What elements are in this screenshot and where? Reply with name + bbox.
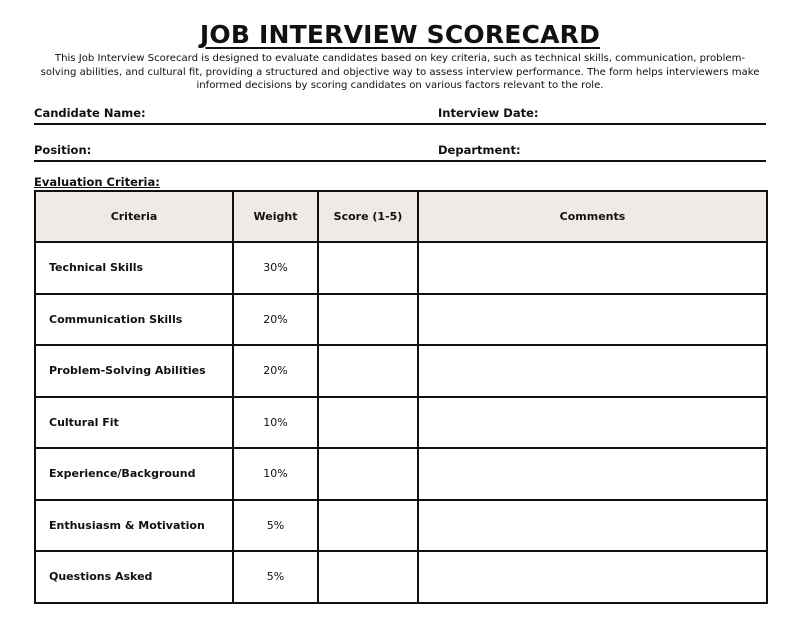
evaluation-criteria-heading: Evaluation Criteria: (34, 175, 160, 189)
header-weight: Weight (233, 191, 318, 242)
criteria-cell: Communication Skills (35, 294, 233, 346)
comments-cell[interactable] (418, 397, 767, 449)
weight-cell: 10% (233, 448, 318, 500)
score-cell[interactable] (318, 397, 418, 449)
position-field[interactable] (34, 140, 438, 162)
interview-date-field[interactable] (438, 103, 766, 125)
interview-date-label: Interview Date: (438, 106, 539, 120)
comments-cell[interactable] (418, 551, 767, 603)
weight-cell: 20% (233, 294, 318, 346)
score-cell[interactable] (318, 345, 418, 397)
evaluation-table (34, 190, 768, 604)
page-title: JOB INTERVIEW SCORECARD (199, 20, 601, 49)
score-cell[interactable] (318, 242, 418, 294)
table-row (35, 294, 767, 346)
comments-cell[interactable] (418, 345, 767, 397)
weight-cell: 5% (233, 500, 318, 552)
criteria-cell: Questions Asked (35, 551, 233, 603)
header-comments: Comments (418, 191, 767, 242)
criteria-cell: Cultural Fit (35, 397, 233, 449)
comments-cell[interactable] (418, 242, 767, 294)
criteria-cell: Technical Skills (35, 242, 233, 294)
comments-cell[interactable] (418, 294, 767, 346)
table-row (35, 397, 767, 449)
score-cell[interactable] (318, 448, 418, 500)
table-row (35, 345, 767, 397)
table-row (35, 242, 767, 294)
weight-cell: 5% (233, 551, 318, 603)
table-header-row (35, 191, 767, 242)
table-row (35, 551, 767, 603)
criteria-cell: Enthusiasm & Motivation (35, 500, 233, 552)
table-row (35, 500, 767, 552)
criteria-cell: Experience/Background (35, 448, 233, 500)
position-label: Position: (34, 143, 92, 157)
weight-cell: 20% (233, 345, 318, 397)
header-criteria: Criteria (35, 191, 233, 242)
score-cell[interactable] (318, 500, 418, 552)
weight-cell: 10% (233, 397, 318, 449)
page-description: This Job Interview Scorecard is designed to evaluate candidates based on key criteria, such as technical skills, communication, problem-solving abilities, and cultural fit, providing a structured and objective way to assess interview performance. The form helps interviewers make informed decisions by scoring candidates on various factors relevant to the role. (40, 53, 760, 91)
comments-cell[interactable] (418, 448, 767, 500)
table-row (35, 448, 767, 500)
score-cell[interactable] (318, 294, 418, 346)
candidate-name-label: Candidate Name: (34, 106, 146, 120)
header-score: Score (1-5) (318, 191, 418, 242)
criteria-cell: Problem-Solving Abilities (35, 345, 233, 397)
comments-cell[interactable] (418, 500, 767, 552)
candidate-name-field[interactable] (34, 103, 438, 125)
department-field[interactable] (438, 140, 766, 162)
department-label: Department: (438, 143, 521, 157)
score-cell[interactable] (318, 551, 418, 603)
weight-cell: 30% (233, 242, 318, 294)
